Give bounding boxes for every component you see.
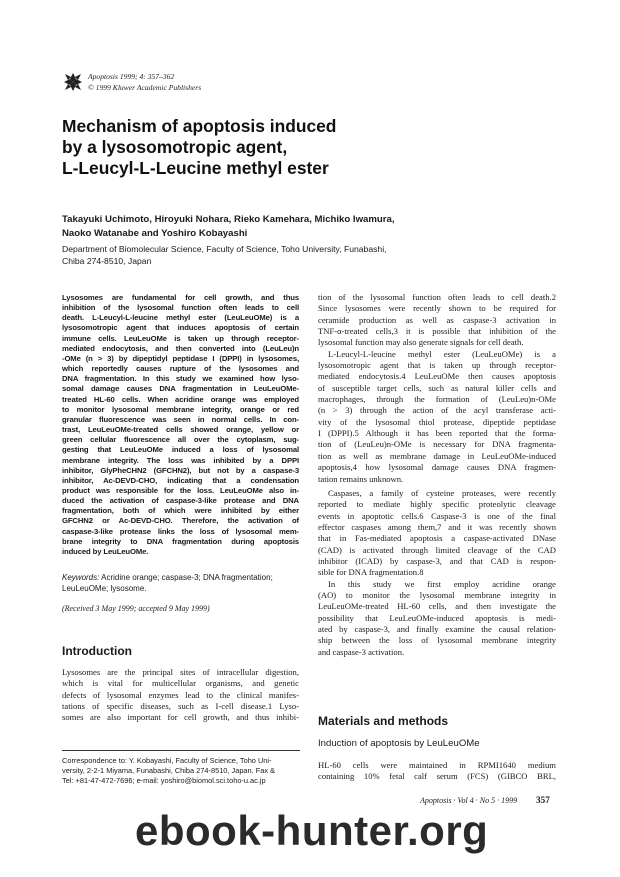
abstract-line: inhibitor, GlyPheCHN2 (GFCHN2), but not by a caspase-3 [62,465,299,475]
body-line: lysosomotropic agent that is taken up through receptor- [318,360,556,371]
body-line: (CAD) is activated through limited cleavage of the CAD [318,544,556,555]
body-line: ated by caspase-3, and finally examine the causal relation- [318,623,556,634]
intro-line: tations of specific diseases, such as I-cell disease.1 Lyso- [62,700,299,711]
intro-line: Lysosomes are the principal sites of intracellular digestion, [62,667,299,677]
body-line: containing 10% fetal calf serum (FCS) (GIBCO BRL, [318,771,556,782]
body-line: and caspase-3 activation. [318,646,405,657]
body-line: effector caspases among them,7 and it was recently shown [318,521,556,532]
abstract-line: treated HL-60 cells. When acridine orange was employed [62,394,299,404]
subsection-heading: Induction of apoptosis by LeuLeuOMe [318,738,480,749]
body-line: ceramide production as well as caspase-3 activation in [318,314,556,325]
abstract-line: Lysosomes are fundamental for cell growth, and thus [62,293,299,302]
body-line: macrophages, through the formation of (LeuLeu)n-OMe [318,394,556,405]
intro-line: which is vital for multicellular organisms, and genetic [62,678,299,689]
body-line: of susceptible target cells, such as natural killer cells and [318,382,556,393]
keywords-text: Acridine orange; caspase-3; DNA fragmentation; [101,573,273,582]
abstract-line: immune cells. LeuLeuOMe is taken up through receptor- [62,333,299,343]
abstract-line: to monitor lysosomal membrane integrity, orange or red [62,404,299,414]
authors [62,213,532,240]
body-line: (n > 3) through the action of the acyl transferase acti- [318,405,556,416]
page-number: 357 [536,795,550,805]
body-line: L-Leucyl-L-leucine methyl ester (LeuLeuOMe) is a [328,348,556,359]
body-line: reported to mediate highly specific proteolytic cleavage [318,499,556,510]
abstract-line: duced the activation of caspase-3-like protease and DNA [62,496,299,506]
body-line: TNF-α-treated cells,3 it is possible that inhibition of the [318,326,556,337]
abstract-line: caspase-3-like protease links the loss of lysosomal mem- [62,526,299,536]
abstract-line: -OMe (n > 3) by dipeptidyl peptidase I (DPPI) in lysosomes, [62,353,299,363]
body-line: (AO) to monitor the lysosomal membrane integrity in [318,589,556,600]
keywords-label: Keywords: [62,573,100,582]
watermark: ebook-hunter.org [135,807,489,854]
body-line: inhibitor (ICAD) by caspase-3, and that CAD is respon- [318,555,556,566]
abstract-line: inhibition of the lysosomal function often leads to cell [62,303,299,313]
footnote-line: Correspondence to: Y. Kobayashi, Faculty of Science, Toho Uni- [62,756,272,765]
journal-citation [88,72,201,93]
authors-line: Naoko Watanabe and Yoshiro Kobayashi [62,227,248,239]
affiliation-line: Department of Biomolecular Science, Faculty of Science, Toho University, Funabashi, [62,244,387,254]
page-footer-journal: Apoptosis · Vol 4 · No 5 · 1999 [420,796,518,805]
abstract-line: lysosomotropic agent that induces apoptosis of certain [62,323,299,333]
abstract-line: fragmentation, both of which were inhibited by either [62,506,299,516]
received-dates: (Received 3 May 1999; accepted 9 May 1999) [62,604,210,613]
title-line: Mechanism of apoptosis induced [62,116,337,136]
abstract-line: which reportedly causes rupture of the lysosomes and [62,364,299,374]
abstract [62,293,299,557]
body-line: Caspases, a family of cysteine proteases, were recently [328,487,556,498]
body-line: LeuLeuOMe-treated HL-60 cells, and then investigate the [318,601,556,612]
publisher-logo-icon [62,71,84,93]
abstract-line: granular fluorescence was seen in normal cells. In con- [62,414,299,424]
publisher-line: © 1999 Kluwer Academic Publishers [88,82,202,92]
footnote-line: versity, 2-2-1 Miyama, Funabashi, Chiba 274-8510, Japan. Fax & [62,766,276,775]
abstract-line: DNA fragmentation. In this study we examined how lyso- [62,374,299,384]
body-line: HL-60 cells were maintained in RPMI1640 medium [318,760,556,770]
abstract-line: death. L-Leucyl-L-leucine methyl ester (LeuLeuOMe) is a [62,313,299,323]
correspondence-footnote [62,756,300,786]
abstract-line: induced by LeuLeuOMe. [62,546,149,556]
abstract-line: gesting that LeuLeuOMe induced a loss of lysosomal [62,445,299,455]
right-column-body [318,292,556,658]
body-line: tion as well as membrane damage in LeuLeuOMe-induced [318,450,556,461]
body-line: apoptosis,4 how lysosomal damage causes DNA fragmen- [318,462,556,473]
body-line: Since lysosomes were recently shown to be required for [318,303,556,314]
title-line: by a lysosomotropic agent, [62,137,288,157]
body-line: lysosomal function may also generate signals for cell death. [318,337,524,348]
affiliation [62,243,532,267]
body-line: tion of (LeuLeu)n-OMe is necessary for DNA fragmenta- [318,439,556,450]
body-line: ship between the loss of lysosomal membrane integrity [318,635,556,646]
body-line: sible for DNA fragmentation.8 [318,567,424,578]
article-title [62,116,502,179]
introduction-paragraph [62,667,299,723]
body-line: mediated endocytosis.4 LeuLeuOMe then causes apoptosis [318,371,556,382]
section-heading-methods: Materials and methods [318,714,449,728]
body-line: tation remains unknown. [318,473,404,484]
body-line: In this study we first employ acridine orange [328,578,556,589]
abstract-line: trast, LeuLeuOMe-treated cells showed orange, yellow or [62,425,299,435]
section-heading-introduction: Introduction [62,644,132,658]
authors-line: Takayuki Uchimoto, Hiroyuki Nohara, Rieko Kamehara, Michiko Iwamura, [62,214,395,225]
methods-paragraph [318,760,556,783]
body-line: vity of the lysosomal thiol protease, dipeptide peptidase [318,416,556,427]
footnote-line: Tel: +81-47-472-7696; e-mail: yoshiro@biomol.sci.toho-u.ac.jp [62,776,266,785]
journal-line: Apoptosis 1999; 4: 357–362 [88,72,175,81]
abstract-line: inhibitor, Ac-DEVD-CHO, indicating that a condensation [62,475,299,485]
body-line: possibility that LeuLeuOMe-induced apoptosis is medi- [318,612,556,623]
abstract-line: brane integrity to DNA fragmentation during apoptosis [62,536,299,546]
keywords [62,573,299,594]
abstract-line: mediated endocytosis, and then converted into (LeuLeu)n [62,343,299,353]
abstract-line: green cellular fluorescence all over the cytoplasm, sug- [62,435,299,445]
abstract-line: membrane integrity. The loss was inhibited by a DPPI [62,455,299,465]
abstract-line: product was responsible for the loss. LeuLeuOMe also in- [62,485,299,495]
title-line: L-Leucyl-L-Leucine methyl ester [62,158,329,178]
body-line: that in Fas-mediated apoptosis a caspase-activated DNase [318,533,556,544]
keywords-text: LeuLeuOMe; lysosome. [62,583,147,593]
footnote-divider [62,750,300,751]
affiliation-line: Chiba 274-8510, Japan [62,256,152,266]
abstract-line: somal damage causes DNA fragmentation in LeuLeuOMe- [62,384,299,394]
body-line: events in apoptotic cells.6 Caspase-3 is one of the final [318,510,556,521]
body-line: I (DPPI).5 Although it has been reported that the forma- [318,428,556,439]
intro-line: somes are also important for cell growth, and thus inhibi- [62,712,299,723]
abstract-line: GFCHN2 or Ac-DEVD-CHO. Therefore, the activation of [62,516,299,526]
intro-line: defects of lysosomal enzymes lead to the clinical manifes- [62,689,299,700]
body-line: tion of the lysosomal function often leads to cell death.2 [318,292,556,302]
